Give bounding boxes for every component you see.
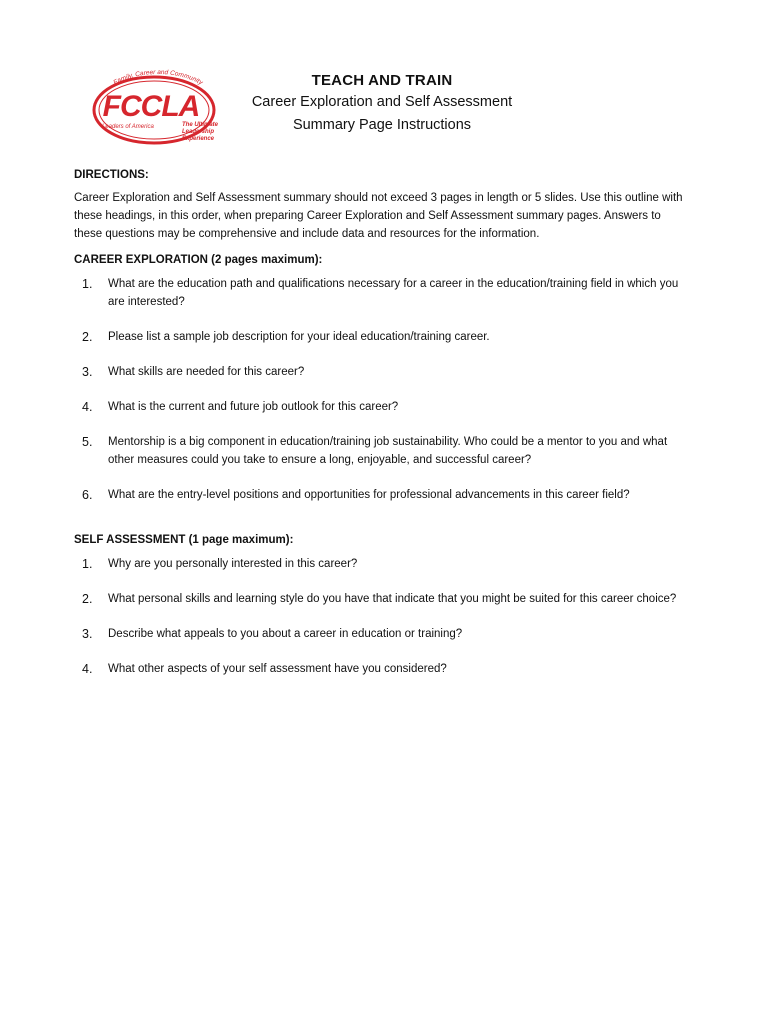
list-item bbox=[74, 398, 686, 416]
svg-text:FCCLA: FCCLA bbox=[102, 90, 200, 123]
list-item bbox=[74, 660, 686, 678]
directions-heading: DIRECTIONS: bbox=[74, 169, 149, 181]
item-text: What are the entry-level positions and opportunities for professional advancements in this career field? bbox=[108, 489, 630, 501]
item-number: 4. bbox=[82, 400, 93, 414]
page-subtitle-2: Summary Page Instructions bbox=[292, 117, 472, 133]
svg-text:Experience: Experience bbox=[182, 136, 215, 142]
item-number: 1. bbox=[82, 557, 93, 571]
svg-text:Family, Career and Community: Family, Career and Community bbox=[112, 68, 204, 87]
fccla-logo bbox=[88, 68, 218, 148]
item-number: 6. bbox=[82, 488, 93, 502]
svg-text:The Ultimate: The Ultimate bbox=[182, 122, 218, 128]
page-title: TEACH AND TRAIN bbox=[311, 72, 453, 89]
page-subtitle: Career Exploration and Self Assessment bbox=[251, 94, 513, 110]
item-number: 2. bbox=[82, 592, 93, 606]
self-assessment-list bbox=[74, 555, 686, 678]
item-number: 1. bbox=[82, 277, 93, 291]
list-item bbox=[74, 328, 686, 346]
item-text: What skills are needed for this career? bbox=[108, 366, 305, 378]
item-number: 3. bbox=[82, 627, 93, 641]
item-text: Describe what appeals to you about a career in education or training? bbox=[108, 628, 463, 640]
item-number: 5. bbox=[82, 435, 93, 449]
career-exploration-list bbox=[74, 275, 686, 504]
item-text: What is the current and future job outlook for this career? bbox=[108, 401, 399, 413]
item-text: Please list a sample job description for your ideal education/training career. bbox=[108, 331, 490, 343]
career-exploration-heading: CAREER EXPLORATION (2 pages maximum): bbox=[74, 254, 323, 266]
list-item bbox=[74, 590, 686, 608]
item-text: What other aspects of your self assessment have you considered? bbox=[108, 663, 447, 675]
list-item bbox=[74, 363, 686, 381]
item-number: 3. bbox=[82, 365, 93, 379]
list-item bbox=[74, 275, 686, 311]
document-body bbox=[74, 166, 686, 695]
fccla-logo-graphic bbox=[88, 68, 218, 148]
directions-text: Career Exploration and Self Assessment summary should not exceed 3 pages in length or 5 slides. Use this outline with these headings, in this order, when preparing Career Exploration and Self Assessment summary pages. Answers to these questions may be comprehensive and include data and resources for the information. bbox=[74, 192, 683, 240]
item-text: Mentorship is a big component in education/training job sustainability. Who could be a mentor to you and what other measures could you take to ensure a long, enjoyable, and successful career? bbox=[108, 436, 668, 466]
list-item bbox=[74, 625, 686, 643]
list-item bbox=[74, 486, 686, 504]
list-item bbox=[74, 555, 686, 573]
item-text: What are the education path and qualifications necessary for a career in the education/training field in which you are interested? bbox=[108, 278, 679, 308]
self-assessment-heading: SELF ASSESSMENT (1 page maximum): bbox=[74, 534, 294, 546]
list-item bbox=[74, 433, 686, 469]
item-number: 2. bbox=[82, 330, 93, 344]
item-number: 4. bbox=[82, 662, 93, 676]
item-text: What personal skills and learning style do you have that indicate that you might be suited for this career choice? bbox=[108, 593, 677, 605]
svg-text:Leaders of America: Leaders of America bbox=[102, 124, 154, 130]
svg-text:Leadership: Leadership bbox=[182, 129, 215, 135]
item-text: Why are you personally interested in this career? bbox=[108, 558, 358, 570]
